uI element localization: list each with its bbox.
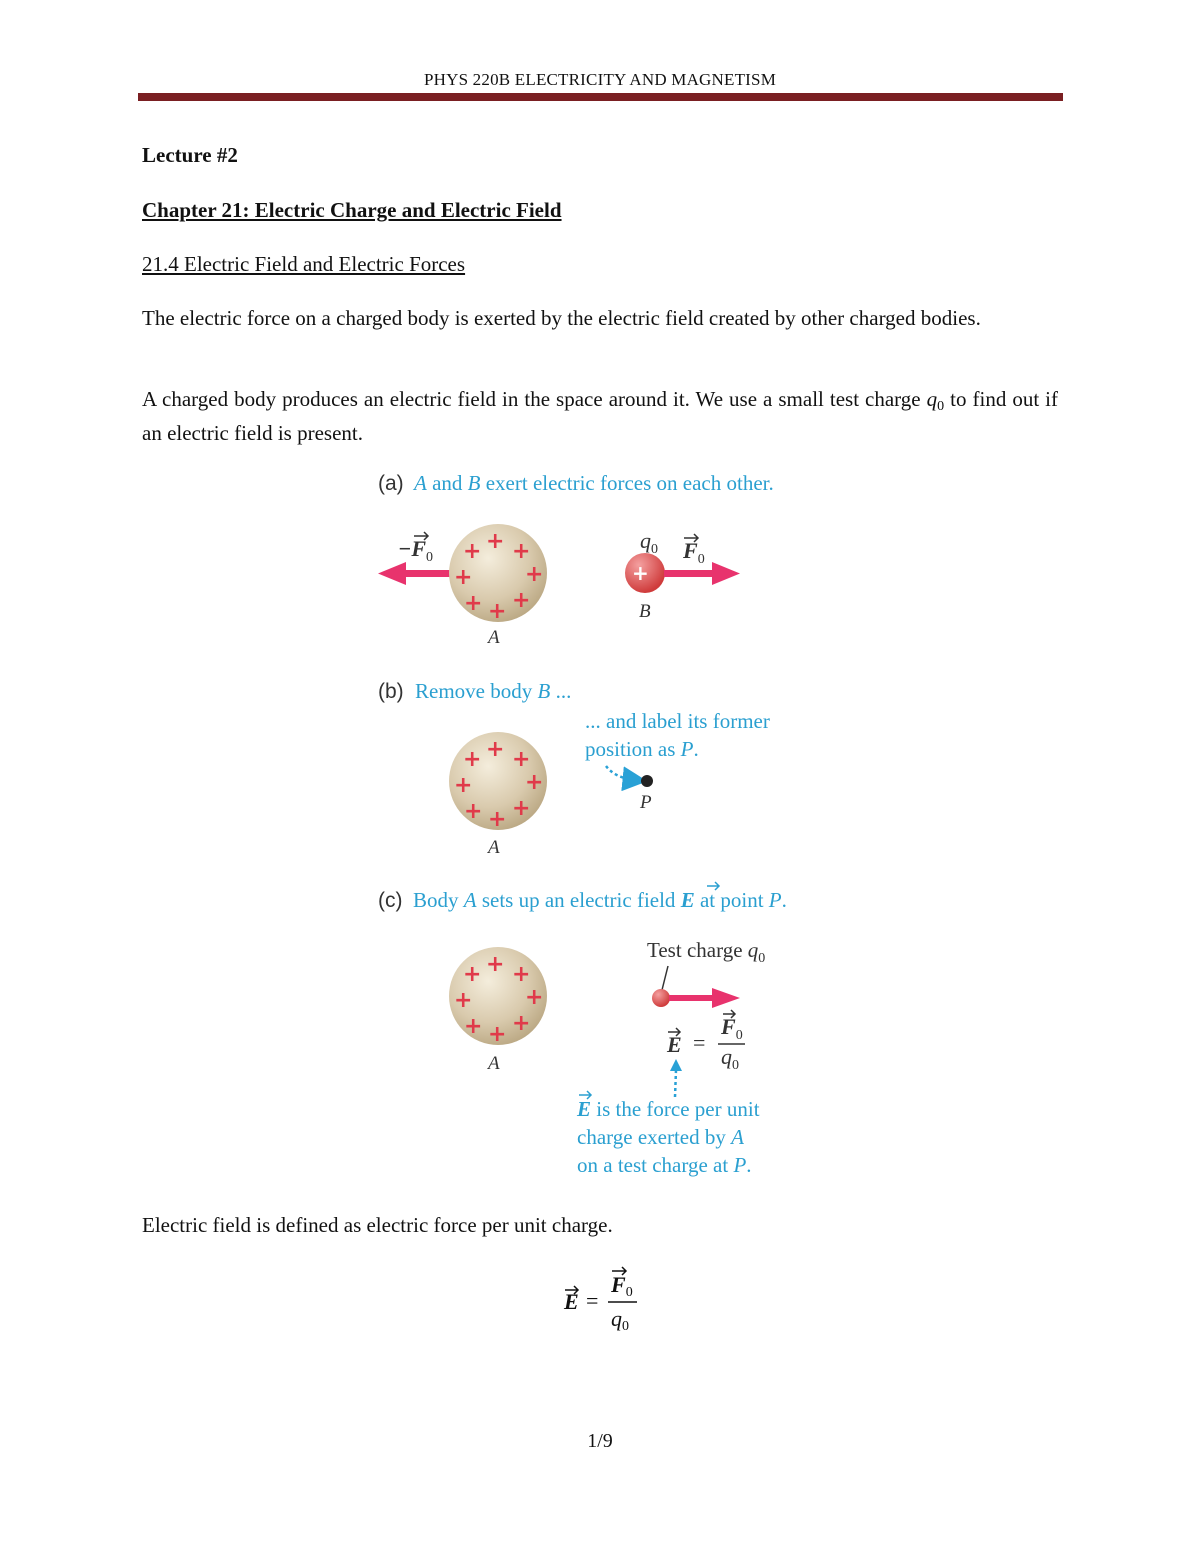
paragraph-1: The electric force on a charged body is exerted by the electric field created by other charged bodies. — [142, 306, 981, 330]
svg-text:+: + — [512, 962, 531, 987]
test-charge-label: Test charge $q_0$ — [647, 938, 766, 966]
panel-a-cap-and: and — [426, 471, 468, 495]
test-charge-dot — [652, 989, 670, 1007]
panel-a-letter: (a) — [378, 472, 404, 495]
svg-text:+: + — [464, 591, 483, 616]
panel-a-caption — [412, 471, 774, 495]
force-arrow-left — [378, 562, 455, 585]
pointer-arrow-b — [606, 766, 635, 780]
paragraph-2 — [142, 386, 1058, 447]
svg-text:+: + — [512, 747, 531, 772]
eq-c-q: $q_0$ — [721, 1044, 739, 1073]
test-charge-leader — [662, 966, 668, 990]
force-arrow-c — [669, 988, 740, 1008]
equation-F: F0 — [611, 1272, 633, 1300]
paragraph-3: Electric field is defined as electric force per unit charge. — [142, 1213, 613, 1237]
label-P: P — [640, 792, 652, 813]
svg-text:+: + — [525, 985, 544, 1010]
neg-force-label: $-F_0$ — [398, 536, 434, 565]
paragraph-2-start: A charged body produces an electric field in the space around it. We use a small test charge — [142, 387, 927, 411]
eq-c-F: $F_0$ — [721, 1014, 743, 1043]
running-header: PHYS 220B ELECTRICITY AND MAGNETISM — [423, 70, 777, 89]
page-number: 1/9 — [587, 1430, 613, 1452]
label-A-c: A — [488, 1053, 500, 1074]
electric-field-figure — [360, 460, 840, 1190]
panel-b-note-2: position as P. — [585, 737, 699, 761]
panel-c-note-2: charge exerted by A — [577, 1125, 744, 1149]
panel-b-caption: Remove body B ... — [415, 679, 572, 703]
svg-text:+: + — [486, 952, 505, 977]
svg-text:+: + — [525, 562, 544, 587]
body-B-plus: + — [632, 561, 649, 585]
paragraph-2-end: to find out if an electric field is present. — [142, 387, 1059, 445]
label-A-a: A — [488, 627, 500, 648]
point-P — [641, 775, 653, 787]
panel-a-cap-A: A — [414, 471, 427, 495]
svg-text:+: + — [512, 796, 531, 821]
eq-c-E: E — [667, 1032, 682, 1057]
label-B: B — [639, 601, 651, 622]
svg-text:+: + — [464, 799, 483, 824]
force-label-a: $F_0$ — [683, 538, 705, 567]
q0-label-a: $q_0$ — [640, 528, 658, 557]
svg-text:+: + — [464, 1014, 483, 1039]
panel-c-caption: Body A sets up an electric field E at point P. — [413, 888, 787, 912]
svg-text:+: + — [512, 588, 531, 613]
panel-c-letter: (c) — [378, 889, 403, 912]
svg-text:+: + — [486, 529, 505, 554]
lecture-title: Lecture #2 — [142, 143, 238, 167]
equation-equals: = — [586, 1288, 599, 1313]
section-title: 21.4 Electric Field and Electric Forces — [142, 252, 466, 276]
svg-text:+: + — [454, 988, 473, 1013]
svg-text:+: + — [486, 737, 505, 762]
panel-a-cap-rest: exert electric forces on each other. — [480, 471, 774, 495]
label-A-b: A — [488, 837, 500, 858]
svg-text:+: + — [488, 599, 507, 624]
test-charge-symbol: q — [926, 387, 938, 411]
svg-text:+: + — [454, 565, 473, 590]
pointer-arrow-c — [675, 1070, 676, 1097]
panel-a-cap-B: B — [467, 471, 481, 495]
panel-c-note-3: on a test charge at P. — [577, 1153, 752, 1177]
pointer-arrow-c-head — [670, 1059, 682, 1071]
svg-text:+: + — [525, 770, 544, 795]
svg-text:+: + — [488, 1022, 507, 1047]
equation-E: E — [564, 1289, 579, 1314]
svg-text:+: + — [512, 539, 531, 564]
svg-text:+: + — [488, 807, 507, 832]
chapter-title: Chapter 21: Electric Charge and Electric Field — [142, 198, 562, 222]
equation-q: q0 — [611, 1306, 629, 1334]
panel-b-note-1: ... and label its former — [585, 709, 770, 733]
panel-c-note-1: E is the force per unit — [577, 1097, 760, 1121]
header-rule — [138, 93, 1063, 101]
svg-text:+: + — [463, 962, 482, 987]
svg-text:+: + — [463, 747, 482, 772]
panel-b-letter: (b) — [378, 680, 404, 703]
svg-text:+: + — [512, 1011, 531, 1036]
svg-text:+: + — [463, 539, 482, 564]
test-charge-subscript: 0 — [937, 399, 945, 414]
eq-c-equals: = — [693, 1030, 706, 1055]
field-equation — [560, 1262, 650, 1342]
svg-text:+: + — [454, 773, 473, 798]
